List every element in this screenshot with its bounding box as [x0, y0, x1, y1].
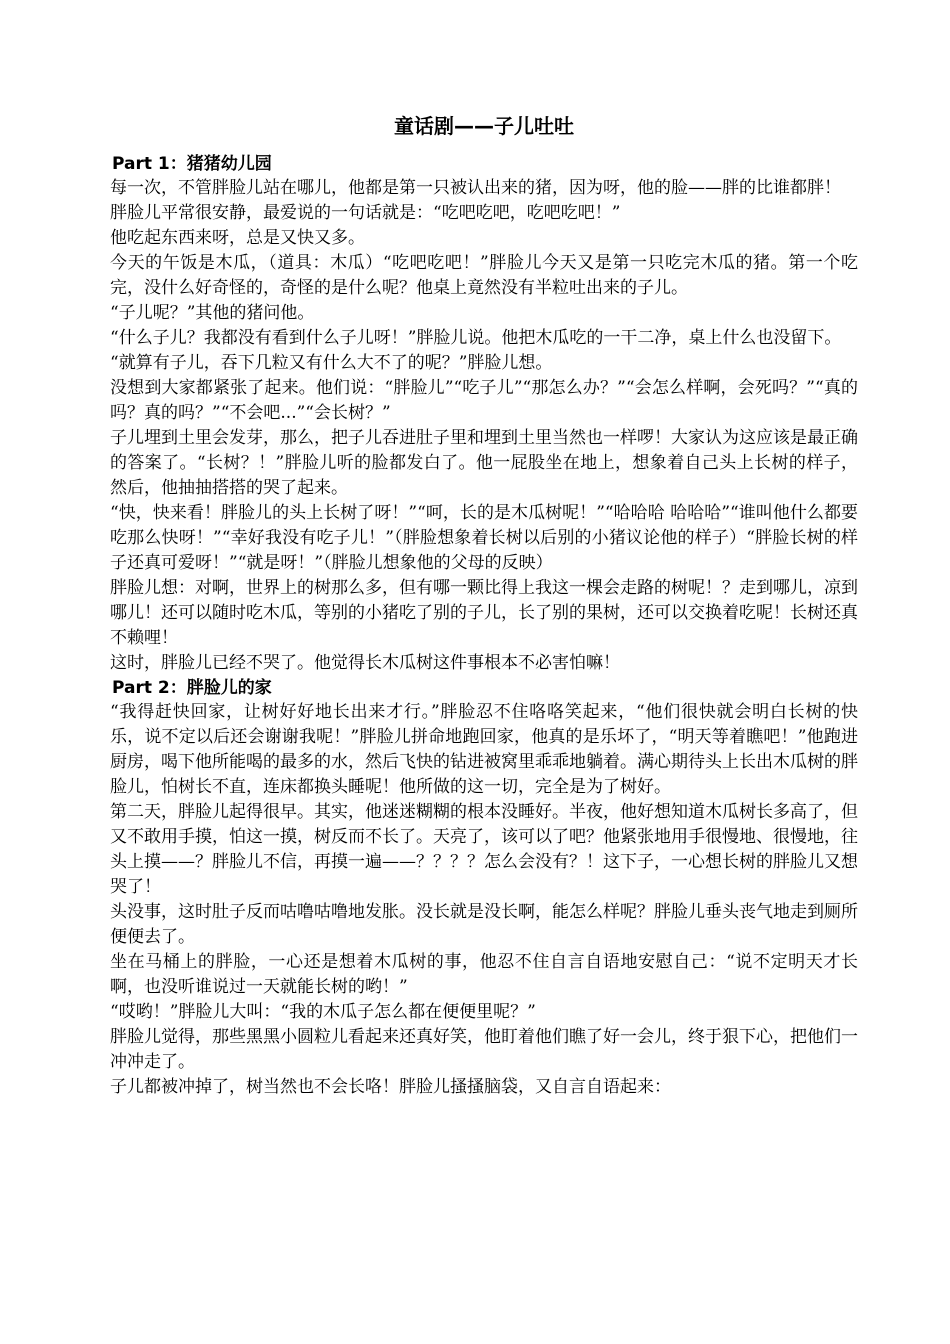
- paragraph: “就算有子儿，吞下几粒又有什么大不了的呢？”胖脸儿想。: [110, 353, 553, 373]
- paragraph: 头没事，这时肚子反而咕噜咕噜地发胀。没长就是没长啊，能怎么样呢？胖脸儿垂头丧气地走到厕所便便去了。: [110, 902, 858, 947]
- part2-body: [110, 700, 858, 1100]
- paragraph: 胖脸儿想：对啊，世界上的树那么多，但有哪一颗比得上我这一棵会走路的树呢！？走到哪儿，凉到哪儿！还可以随时吃木瓜，等别的小猪吃了别的子儿，长了别的果树，还可以交换着吃呢！长树还真不赖哩！: [110, 578, 858, 648]
- paragraph: 胖脸儿觉得，那些黑黑小圆粒儿看起来还真好笑，他盯着他们瞧了好一会儿，终于狠下心，把他们一冲冲走了。: [110, 1027, 858, 1072]
- paragraph: “什么子儿？我都没有看到什么子儿呀！”胖脸儿说。他把木瓜吃的一干二净，桌上什么也没留下。: [110, 328, 842, 348]
- paragraph: “子儿呢？”其他的猪问他。: [110, 303, 315, 323]
- paragraph: “快，快来看！胖脸儿的头上长树了呀！”“呵，长的是木瓜树呢！”“哈哈哈 哈哈哈”“谁叫他什么都要吃那么快呀！”“幸好我没有吃子儿！”（胖脸想象着长树以后别的小猪议论他的样子）“胖脸长树的样子还真可爱呀！”“就是呀！”（胖脸儿想象他的父母的反映）: [110, 503, 858, 573]
- paragraph: “哎哟！”胖脸儿大叫：“我的木瓜子怎么都在便便里呢？”: [110, 1002, 536, 1022]
- paragraph: 第二天，胖脸儿起得很早。其实，他迷迷糊糊的根本没睡好。半夜，他好想知道木瓜树长多高了，但又不敢用手摸，怕这一摸，树反而不长了。天亮了，该可以了吧？他紧张地用手很慢地、很慢地，往头上摸——？胖脸儿不信，再摸一遍——？？？？怎么会没有？！这下子，一心想长树的胖脸儿又想哭了！: [110, 802, 858, 897]
- paragraph: 坐在马桶上的胖脸，一心还是想着木瓜树的事，他忍不住自言自语地安慰自己：“说不定明天才长啊，也没听谁说过一天就能长树的哟！”: [110, 952, 858, 997]
- part1-body: [110, 176, 858, 676]
- paragraph: 每一次，不管胖脸儿站在哪儿，他都是第一只被认出来的猪，因为呀，他的脸——胖的比谁都胖！: [110, 178, 841, 198]
- document-title: 童话剧——子儿吐吐: [394, 114, 574, 138]
- part2-heading: Part 2：胖脸儿的家: [112, 678, 272, 698]
- paragraph: 今天的午饭是木瓜，（道具：木瓜）“吃吧吃吧！”胖脸儿今天又是第一只吃完木瓜的猪。第一个吃完，没什么好奇怪的，奇怪的是什么呢？他桌上竟然没有半粒吐出来的子儿。: [110, 253, 858, 298]
- paragraph: 子儿埋到土里会发芽，那么，把子儿吞进肚子里和埋到土里当然也一样啰！大家认为这应该是最正确的答案了。“长树？！”胖脸儿听的脸都发白了。他一屁股坐在地上，想象着自己头上长树的样子，然后，他抽抽搭搭的哭了起来。: [110, 428, 858, 498]
- paragraph: “我得赶快回家，让树好好地长出来才行。”胖脸忍不住咯咯笑起来，“他们很快就会明白长树的快乐，说不定以后还会谢谢我呢！”胖脸儿拼命地跑回家，他真的是乐坏了，“明天等着瞧吧！”他跑进厨房，喝下他所能喝的最多的水，然后飞快的钻进被窝里乖乖地躺着。满心期待头上长出木瓜树的胖脸儿，怕树长不直，连床都换头睡呢！他所做的这一切，完全是为了树好。: [110, 702, 858, 797]
- paragraph: 他吃起东西来呀，总是又快又多。: [110, 228, 365, 248]
- paragraph: 没想到大家都紧张了起来。他们说：“胖脸儿”“吃子儿”“那怎么办？”“会怎么样啊，会死吗？”“真的吗？真的吗？”“不会吧...”“会长树？”: [110, 378, 858, 423]
- paragraph: 这时，胖脸儿已经不哭了。他觉得长木瓜树这件事根本不必害怕嘛！: [110, 653, 620, 673]
- paragraph: 胖脸儿平常很安静，最爱说的一句话就是：“吃吧吃吧，吃吧吃吧！”: [110, 203, 621, 223]
- paragraph: 子儿都被冲掉了，树当然也不会长咯！胖脸儿搔搔脑袋，又自言自语起来：: [110, 1077, 671, 1097]
- part1-heading: Part 1：猪猪幼儿园: [112, 154, 272, 174]
